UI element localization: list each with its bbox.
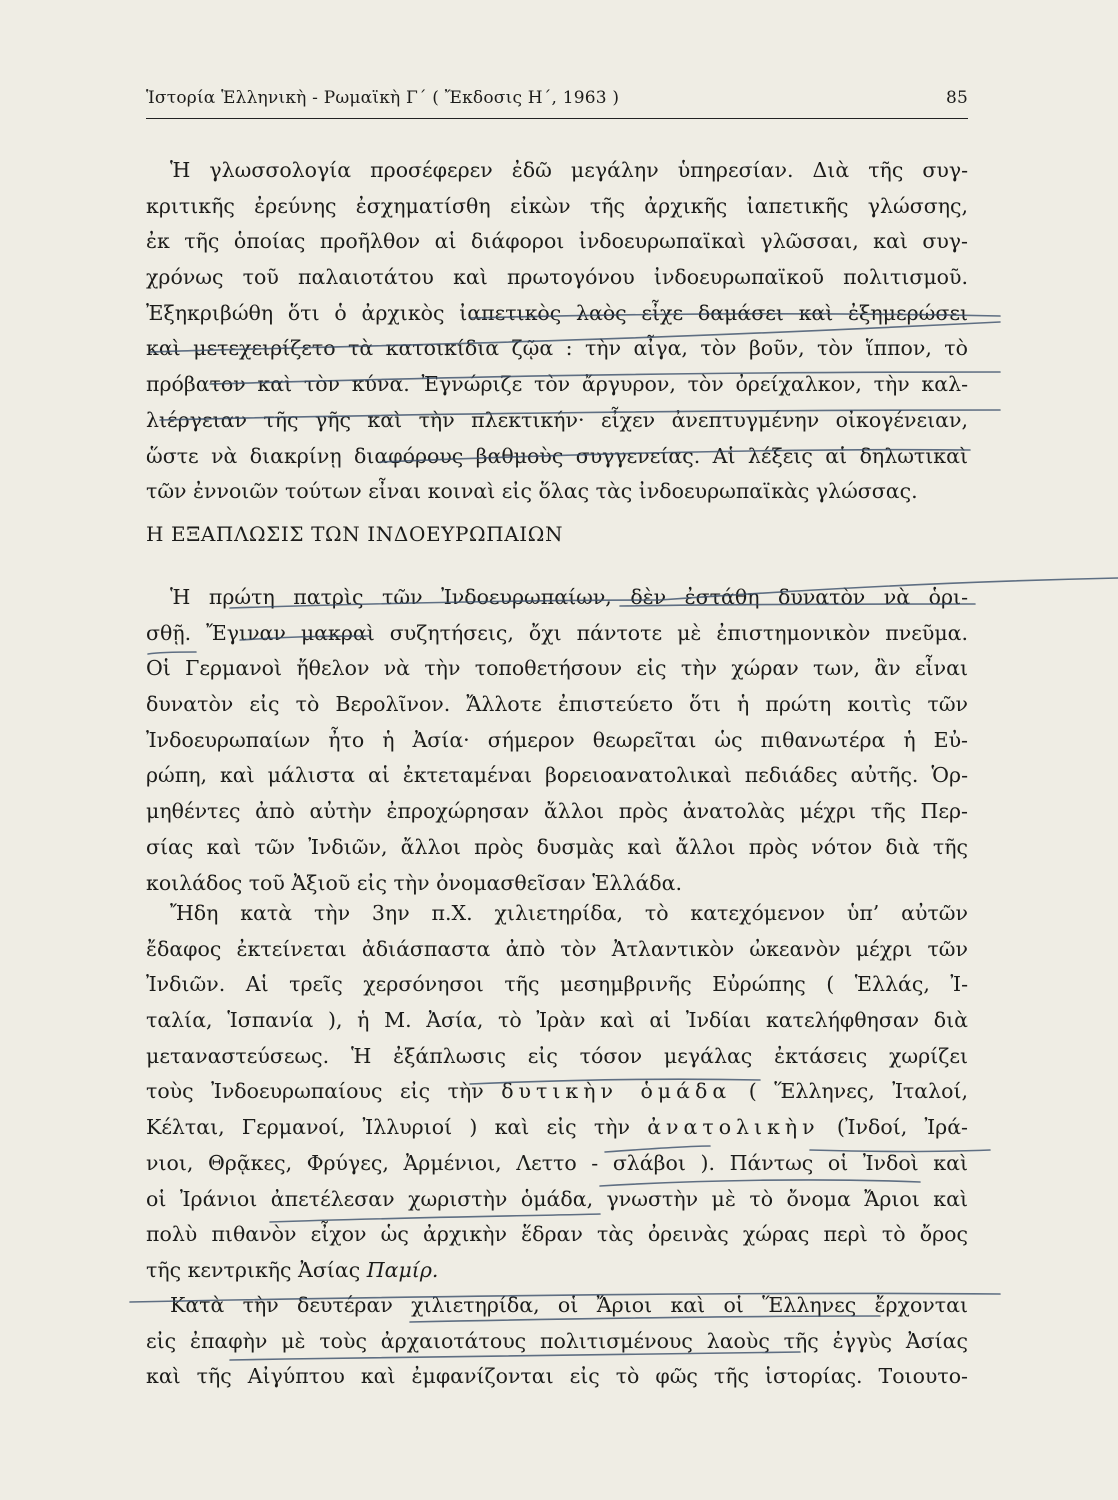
text-line: Ἰνδιῶν. Αἱ τρεῖς χερσόνησοι τῆς μεσημβρινῆς Εὐρώπης ( Ἑλλάς, Ἰ-	[146, 972, 968, 997]
text-line: ἔδαφος ἐκτείνεται ἀδιάσπαστα ἀπὸ τὸν Ἀτλαντικὸν ὠκεανὸν μέχρι τῶν	[146, 936, 968, 961]
text-line: Κατὰ τὴν δευτέραν χιλιετηρίδα, οἱ Ἄριοι καὶ οἱ Ἕλληνες ἔρχονται	[170, 1293, 968, 1317]
page-number: 85	[945, 88, 968, 108]
text-line	[146, 1110, 968, 1146]
text-line: οἱ Ἰράνιοι ἀπετέλεσαν χωριστὴν ὁμάδα, γνωστὴν μὲ τὸ ὄνομα Ἄριοι καὶ	[146, 1186, 968, 1211]
text-line: Ἡ γλωσσολογία προσέφερεν ἐδῶ μεγάλην ὑπηρεσίαν. Διὰ τῆς συγ-	[170, 158, 968, 182]
text-line	[146, 1074, 968, 1110]
text-line: πρόβατον καὶ τὸν κύνα. Ἐγνώριζε τὸν ἄργυρον, τὸν ὀρείχαλκον, τὴν καλ-	[146, 372, 968, 397]
paragraph-1	[146, 153, 968, 510]
text-line: νιοι, Θρᾷκες, Φρύγες, Ἀρμένιοι, Λεττο - σλάβοι ). Πάντως οἱ Ἰνδοὶ καὶ	[146, 1150, 968, 1175]
paragraph-3	[146, 896, 968, 1289]
text-line: πολὺ πιθανὸν εἶχον ὡς ἀρχικὴν ἕδραν τὰς ὀρεινὰς χώρας περὶ τὸ ὄρος	[146, 1222, 968, 1247]
text-line: Οἱ Γερμανοὶ ἤθελον νὰ τὴν τοποθετήσουν εἰς τὴν χώραν των, ἂν εἶναι	[146, 656, 968, 681]
text-fragment: τοὺς Ἰνδοευρωπαίους εἰς τὴν	[146, 1079, 484, 1104]
text-line: Ἡ πρώτη πατρὶς τῶν Ἰνδοευρωπαίων, δὲν ἐστάθη δυνατὸν νὰ ὁρι-	[170, 585, 968, 609]
text-line: Ἤδη κατὰ τὴν 3ην π.Χ. χιλιετηρίδα, τὸ κατεχόμενον ὑπ’ αὐτῶν	[170, 901, 968, 925]
text-line: ἐκ τῆς ὁποίας προῆλθον αἱ διάφοροι ἰνδοευρωπαϊκαὶ γλῶσσαι, καὶ συγ-	[146, 229, 968, 254]
italic-term: Παμίρ.	[366, 1257, 439, 1282]
section-title: Η ΕΞΑΠΛΩΣΙΣ ΤΩΝ ΙΝΔΟΕΥΡΩΠΑΙΩΝ	[146, 522, 564, 546]
text-fragment: τῆς κεντρικῆς Ἀσίας	[146, 1257, 361, 1282]
text-fragment: ( Ἕλληνες, Ἰταλοί,	[748, 1079, 969, 1104]
text-line: σθῇ. Ἔγιναν μακραὶ συζητήσεις, ὄχι πάντοτε μὲ ἐπιστημονικὸν πνεῦμα.	[146, 620, 968, 645]
text-line: σίας καὶ τῶν Ἰνδιῶν, ἄλλοι πρὸς δυσμὰς καὶ ἄλλοι πρὸς νότον διὰ τῆς	[146, 834, 968, 859]
running-title: Ἱστορία Ἑλληνικὴ - Ρωμαϊκὴ Γ΄ ( Ἔκδοσις Η΄, 1963 )	[146, 88, 620, 108]
text-line: εἰς ἐπαφὴν μὲ τοὺς ἀρχαιοτάτους πολιτισμένους λαοὺς τῆς ἐγγὺς Ἀσίας	[146, 1328, 968, 1353]
text-line: μηθέντες ἀπὸ αὐτὴν ἐπροχώρησαν ἄλλοι πρὸς ἀνατολὰς μέχρι τῆς Περ-	[146, 799, 968, 824]
text-line: ταλία, Ἱσπανία ), ἡ Μ. Ἀσία, τὸ Ἰρὰν καὶ αἱ Ἰνδίαι κατελήφθησαν διὰ	[146, 1008, 968, 1033]
running-header	[146, 88, 968, 108]
text-line: ὥστε νὰ διακρίνῃ διαφόρους βαθμοὺς συγγενείας. Αἱ λέξεις αἱ δηλωτικαὶ	[146, 443, 968, 468]
text-line: δυνατὸν εἰς τὸ Βερολῖνον. Ἄλλοτε ἐπιστεύετο ὅτι ἡ πρώτη κοιτὶς τῶν	[146, 692, 968, 717]
text-line	[146, 1253, 968, 1289]
text-line: κριτικῆς ἐρεύνης ἐσχηματίσθη εἰκὼν τῆς ἀρχικῆς ἰαπετικῆς γλώσσης,	[146, 193, 968, 218]
emphasized-term: ἀνατολικὴν	[647, 1115, 820, 1140]
text-line: Ἰνδοευρωπαίων ἦτο ἡ Ἀσία· σήμερον θεωρεῖται ὡς πιθανωτέρα ἡ Εὐ-	[146, 727, 968, 752]
text-line: χρόνως τοῦ παλαιοτάτου καὶ πρωτογόνου ἰνδοευρωπαϊκοῦ πολιτισμοῦ.	[146, 265, 968, 290]
text-line: λιέργειαν τῆς γῆς καὶ τὴν πλεκτικήν· εἶχεν ἀνεπτυγμένην οἰκογένειαν,	[146, 407, 968, 432]
header-rule	[146, 118, 968, 119]
paragraph-4	[146, 1288, 968, 1395]
text-line: τῶν ἐννοιῶν τούτων εἶναι κοιναὶ εἰς ὅλας τὰς ἰνδοευρωπαϊκὰς γλώσσας.	[146, 479, 918, 504]
text-line: καὶ τῆς Αἰγύπτου καὶ ἐμφανίζονται εἰς τὸ φῶς τῆς ἱστορίας. Τοιουτο-	[146, 1364, 968, 1389]
text-line: μεταναστεύσεως. Ἡ ἐξάπλωσις εἰς τόσον μεγάλας ἐκτάσεις χωρίζει	[146, 1043, 968, 1068]
emphasized-term: δυτικὴν ὁμάδα	[501, 1079, 732, 1104]
text-line: καὶ μετεχειρίζετο τὰ κατοικίδια ζῷα : τὴν αἶγα, τὸν βοῦν, τὸν ἵππον, τὸ	[146, 336, 968, 361]
text-line: ρώπη, καὶ μάλιστα αἱ ἐκτεταμέναι βορειοανατολικαὶ πεδιάδες αὐτῆς. Ὁρ-	[146, 763, 968, 788]
text-fragment: (Ἰνδοί, Ἰρά-	[836, 1115, 968, 1140]
text-line: κοιλάδος τοῦ Ἀξιοῦ εἰς τὴν ὀνομασθεῖσαν Ἑλλάδα.	[146, 870, 682, 895]
text-fragment: Κέλται, Γερμανοί, Ἰλλυριοί ) καὶ εἰς τὴν	[146, 1115, 630, 1140]
text-line: Ἐξηκριβώθη ὅτι ὁ ἀρχικὸς ἰαπετικὸς λαὸς εἶχε δαμάσει καὶ ἐξημερώσει	[146, 300, 968, 325]
paragraph-2	[146, 580, 968, 901]
